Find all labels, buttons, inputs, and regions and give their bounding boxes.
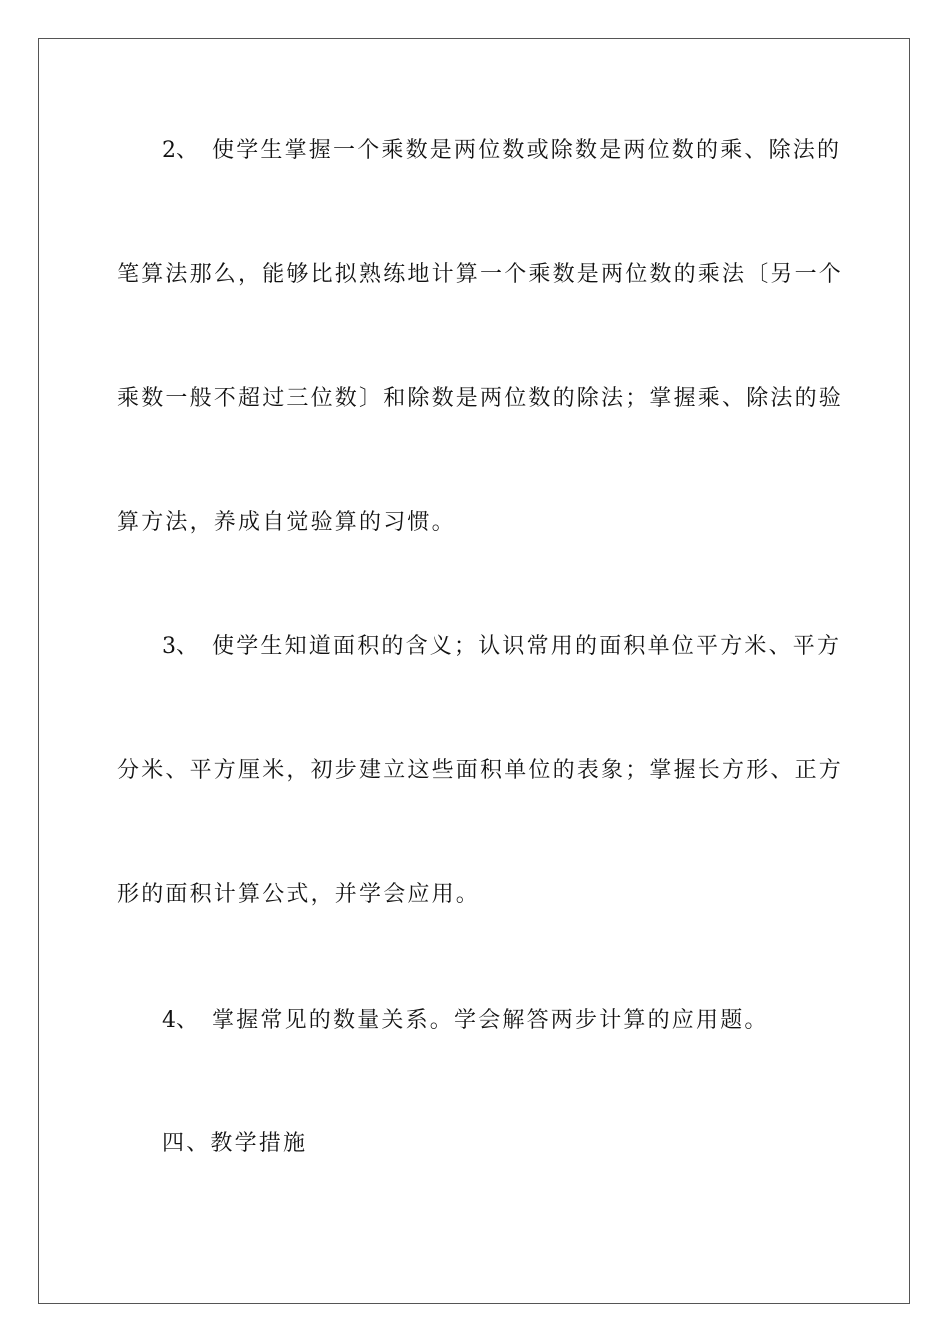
item-2-line-1 [162,136,841,166]
item-3-text-1: 使学生知道面积的含义；认识常用的面积单位平方米、平方 [212,634,842,659]
item-2-line-2: 笔算法那么，能够比拟熟练地计算一个乘数是两位数的乘法〔另一个 [117,262,844,287]
section-heading: 四、教学措施 [162,1131,308,1156]
item-2-text-1: 使学生掌握一个乘数是两位数或除数是两位数的乘、除法的 [212,138,842,163]
item-4-line-1 [162,1006,769,1036]
item-2-line-3: 乘数一般不超过三位数〕和除数是两位数的除法；掌握乘、除法的验 [117,386,844,411]
item-2-number: 2、 [162,138,198,163]
item-4-text-1: 掌握常见的数量关系。学会解答两步计算的应用题。 [212,1008,769,1033]
item-2-line-4: 算方法，养成自觉验算的习惯。 [117,510,456,535]
item-3-line-3: 形的面积计算公式，并学会应用。 [117,882,481,907]
item-4-number: 4、 [162,1008,198,1033]
page-frame [38,38,910,1304]
item-3-line-1 [162,632,841,662]
item-3-line-2: 分米、平方厘米，初步建立这些面积单位的表象；掌握长方形、正方 [117,758,844,783]
item-3-number: 3、 [162,634,198,659]
